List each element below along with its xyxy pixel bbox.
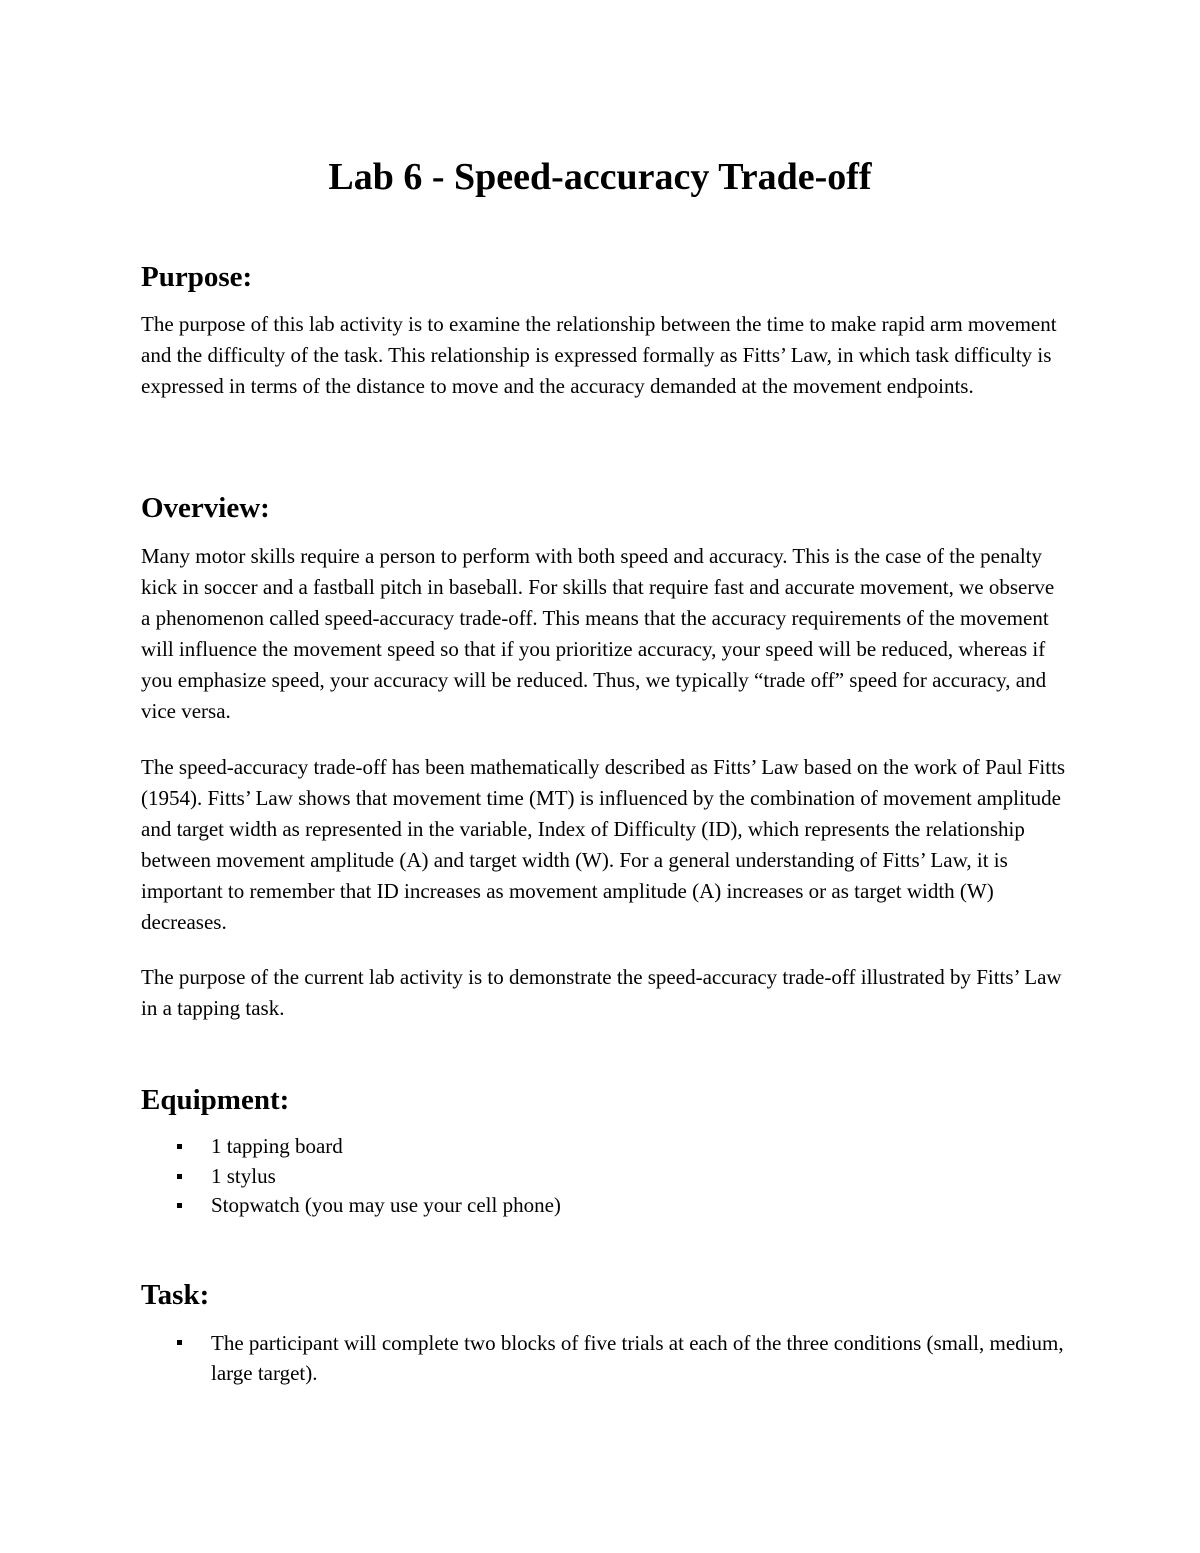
task-heading: Task: (141, 1279, 210, 1311)
equipment-list (141, 1132, 1066, 1221)
overview-paragraph-1: Many motor skills require a person to perform with both speed and accuracy. This is the case of the penalty kick in soccer and a fastball pitch in baseball. For skills that require fast and accurate movement, we observe a phenomenon called speed-accuracy trade-off. This means that the accuracy requirements of the movement will influence the movement speed so that if you prioritize accuracy, your speed will be reduced, whereas if you emphasize speed, your accuracy will be reduced. Thus, we typically “trade off” speed for accuracy, and vice versa. (141, 544, 1055, 723)
purpose-heading: Purpose: (141, 261, 253, 293)
overview-heading: Overview: (141, 492, 270, 524)
list-item (141, 1191, 1066, 1221)
list-item (141, 1132, 1066, 1162)
overview-paragraph-2: The speed-accuracy trade-off has been mathematically described as Fitts’ Law based on the work of Paul Fitts (1954). Fitts’ Law shows that movement time (MT) is influenced by the combination of movement amplitude and target width as represented in the variable, Index of Difficulty (ID), which represents the relationship between movement amplitude (A) and target width (W). For a general understanding of Fitts’ Law, it is important to remember that ID increases as movement amplitude (A) increases or as target width (W) decreases. (141, 755, 1066, 934)
square-bullet-icon (177, 1144, 182, 1149)
equipment-item-label: 1 tapping board (211, 1134, 343, 1158)
overview-paragraph-3: The purpose of the current lab activity is to demonstrate the speed-accuracy trade-off illustrated by Fitts’ Law in a tapping task. (141, 965, 1062, 1020)
document-title: Lab 6 - Speed-accuracy Trade-off (328, 156, 872, 198)
square-bullet-icon (177, 1340, 182, 1345)
equipment-item-label: 1 stylus (211, 1163, 276, 1188)
square-bullet-icon (177, 1174, 182, 1179)
equipment-item-label: Stopwatch (you may use your cell phone) (211, 1193, 561, 1217)
purpose-paragraph: The purpose of this lab activity is to examine the relationship between the time to make rapid arm movement and the difficulty of the task. This relationship is expressed formally as Fitts’ Law, in which task difficulty is expressed in terms of the distance to move and the accuracy demanded at the movement endpoints. (141, 312, 1057, 398)
list-item (141, 1328, 1066, 1388)
list-item (141, 1162, 1066, 1192)
equipment-heading: Equipment: (141, 1084, 290, 1116)
square-bullet-icon (177, 1203, 182, 1208)
task-list (141, 1328, 1066, 1388)
task-item-label: The participant will complete two blocks of five trials at each of the three conditions (small, medium, large target). (211, 1331, 1064, 1385)
